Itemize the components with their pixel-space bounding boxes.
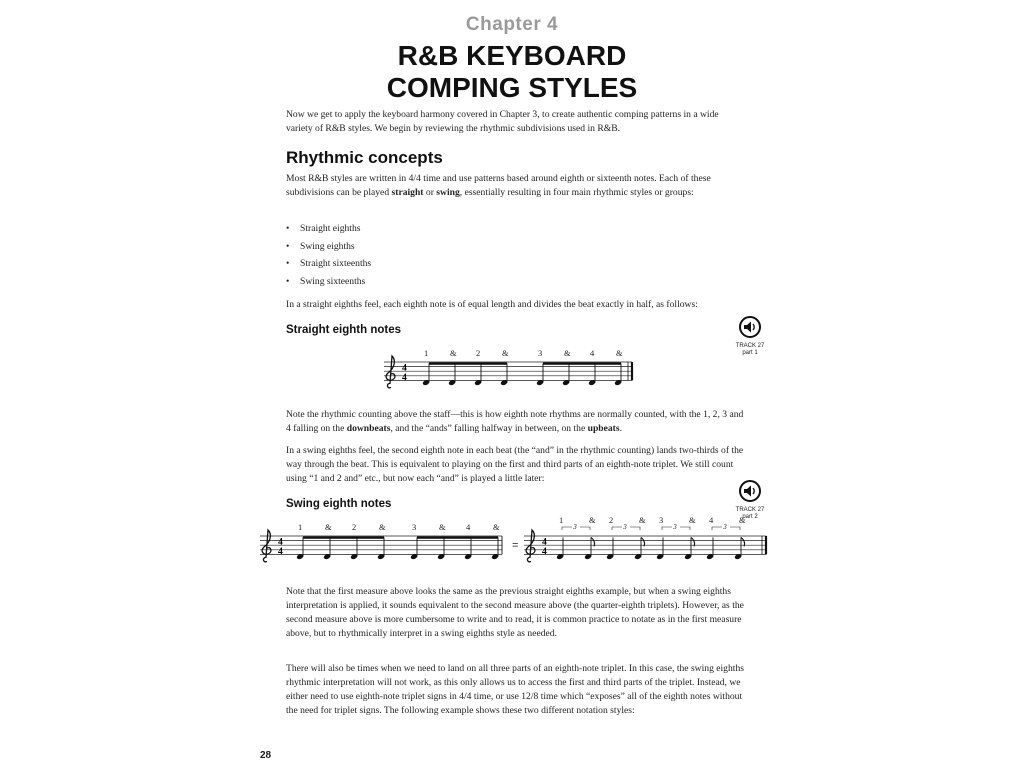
example2-heading: Swing eighth notes xyxy=(286,498,392,510)
title-line-1: R&B KEYBOARD xyxy=(397,40,627,71)
page-number: 28 xyxy=(260,750,272,761)
text-run: or xyxy=(423,187,437,198)
text-run: Most R&B styles are written in 4/4 time and use patterns based around eighth or sixteenth notes. Each of these subdivisions can be played xyxy=(286,173,711,198)
rhythm-paragraph xyxy=(286,172,744,200)
emphasis-downbeats: downbeats xyxy=(346,423,391,434)
count-label: & xyxy=(616,348,623,358)
page-title xyxy=(0,40,1024,104)
time-signature-top: 4 xyxy=(278,536,283,548)
count-label: & xyxy=(564,348,571,358)
track-label: TRACK 27 xyxy=(735,507,765,513)
count-label: 3 xyxy=(412,522,417,532)
note-beam xyxy=(417,536,498,538)
treble-clef-icon xyxy=(526,530,535,562)
list-item xyxy=(286,275,371,293)
list-item xyxy=(286,222,371,240)
text-run: , and the “ands” falling halfway in between, on the xyxy=(390,423,588,434)
emphasis-swing: swing xyxy=(436,187,460,198)
count-label: & xyxy=(379,522,386,532)
counting-paragraph xyxy=(286,408,744,436)
count-label: 1 xyxy=(424,348,429,358)
rhythm-style-list xyxy=(286,222,371,292)
count-label: 2 xyxy=(352,522,357,532)
equals-sign: = xyxy=(512,539,519,552)
time-signature-bottom: 4 xyxy=(402,371,407,383)
note-beam xyxy=(303,536,384,538)
count-label: 2 xyxy=(476,348,481,358)
count-label: & xyxy=(739,515,746,525)
count-label: & xyxy=(639,515,646,525)
list-item xyxy=(286,240,371,258)
section-heading: Rhythmic concepts xyxy=(286,148,443,167)
interpretation-paragraph: Note that the first measure above looks the same as the previous straight eighths example, but when a swing eighths interpretation is applied, it sounds equivalent to the second measure above (the quarter-eighth triplets). However, as the second measure above is more cumbersome to write and to read, it is common practice to notate as in the first measure above, but to rhythmically interpret in a swing eighths style as needed. xyxy=(286,586,744,639)
bullet-icon: • xyxy=(286,240,290,252)
bullet-icon: • xyxy=(286,223,290,234)
time-signature-top: 4 xyxy=(402,362,407,374)
count-label: 2 xyxy=(609,515,614,525)
triplet-number: 3 xyxy=(673,523,677,531)
swing-paragraph: In a swing eighths feel, the second eighth note in each beat (the “and” in the rhythmic counting) lands two-thirds of the way through the beat. This is equivalent to playing on the first and third parts of an eighth-note triplet. We still count using “1 and 2 and” etc., but now each “and” is played a little later: xyxy=(286,445,744,484)
straight-paragraph: In a straight eighths feel, each eighth note is of equal length and divides the beat exactly in half, as follows: xyxy=(286,299,698,310)
time-signature-bottom: 4 xyxy=(542,545,547,557)
count-label: & xyxy=(450,348,457,358)
triplet-number: 3 xyxy=(723,523,727,531)
treble-clef-icon xyxy=(262,530,271,562)
count-label: 4 xyxy=(709,515,714,525)
time-signature-top: 4 xyxy=(542,536,547,548)
list-item-label: Straight sixteenths xyxy=(300,258,372,269)
chapter-label: Chapter 4 xyxy=(465,14,559,35)
text-run: Note the rhythmic counting above the staff—this is how eighth note rhythms are normally counted, with the 1, 2, 3 and 4 falling on the xyxy=(286,409,744,434)
count-label: & xyxy=(493,522,500,532)
count-label: & xyxy=(689,515,696,525)
list-item xyxy=(286,257,371,275)
count-label: 1 xyxy=(559,515,564,525)
treble-clef-icon xyxy=(386,356,395,388)
text-run: , essentially resulting in four main rhythmic styles or groups: xyxy=(459,187,694,198)
count-label: & xyxy=(325,522,332,532)
triplet-number: 3 xyxy=(573,523,577,531)
list-item-label: Straight eighths xyxy=(300,223,361,234)
triplet-paragraph: There will also be times when we need to land on all three parts of an eighth-note triplet. In this case, the swing eighths rhythmic interpretation will not work, as this only allows us to access the first and third parts of the triplet. Instead, we either need to use eighth-note triplet signs in 4/4 time, or use 12/8 time which “exposes” all of the eighth notes without the need for triplet signs. The following example shows these two different notation styles: xyxy=(286,663,744,716)
count-label: 3 xyxy=(538,348,543,358)
speaker-icon xyxy=(739,316,761,338)
list-item-label: Swing eighths xyxy=(300,240,355,252)
time-signature-bottom: 4 xyxy=(278,545,283,557)
intro-paragraph: Now we get to apply the keyboard harmony covered in Chapter 3, to create authentic comping patterns in a wide variety of R&B styles. We begin by reviewing the rhythmic subdivisions used in R&B. xyxy=(286,109,719,134)
text-run: . xyxy=(619,423,623,434)
count-label: 4 xyxy=(466,522,471,532)
count-label: 1 xyxy=(298,522,303,532)
list-item-label: Swing sixteenths xyxy=(300,275,366,287)
speaker-icon xyxy=(739,480,761,502)
track-part: part 1 xyxy=(742,350,758,356)
count-label: & xyxy=(502,348,509,358)
example1-heading: Straight eighth notes xyxy=(286,324,401,336)
count-label: 3 xyxy=(659,515,664,525)
track-27-part-1[interactable] xyxy=(720,316,780,357)
straight-eighths-staff xyxy=(370,346,640,396)
count-label: & xyxy=(589,515,596,525)
emphasis-straight: straight xyxy=(391,187,424,198)
bullet-icon: • xyxy=(286,275,290,287)
track-label: TRACK 27 xyxy=(735,343,765,349)
track-27-part-2[interactable] xyxy=(720,480,780,521)
track-part: part 2 xyxy=(742,514,758,520)
title-line-2: COMPING STYLES xyxy=(386,72,638,103)
count-label: & xyxy=(439,522,446,532)
triplet-number: 3 xyxy=(623,523,627,531)
note-beam xyxy=(543,362,621,364)
bullet-icon: • xyxy=(286,258,290,269)
emphasis-upbeats: upbeats xyxy=(587,423,620,434)
count-label: 4 xyxy=(590,348,595,358)
note-beam xyxy=(429,362,507,364)
